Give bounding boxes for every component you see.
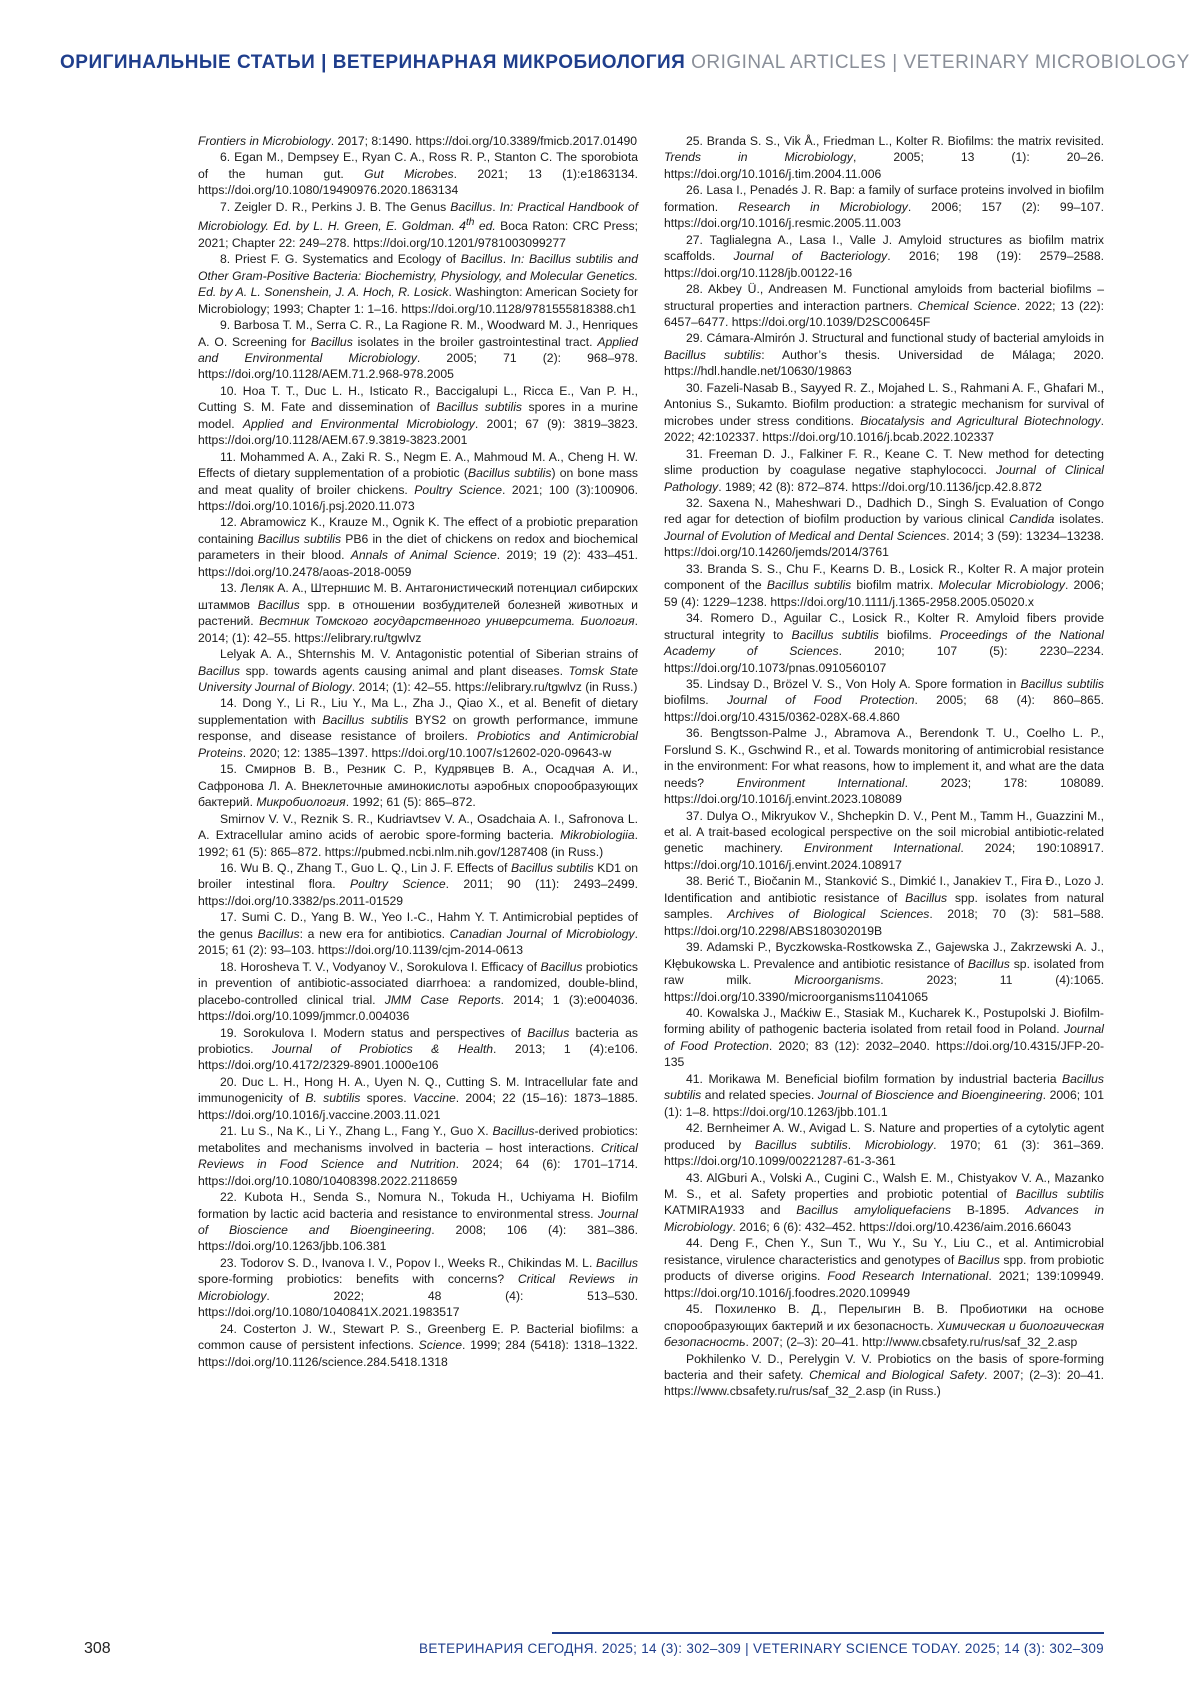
reference-entry: 39. Adamski P., Byczkowska-Rostkowska Z., Gajewska J., Zakrzewski A. J., Kłębukowska L. Prevalence and antibiotic resistance of Bacillus sp. isolated from raw milk. Microorganisms. 2023; 11 (4):1065. https://doi.org/10.3390/microorganisms11041065	[664, 939, 1104, 1005]
reference-entry: 22. Kubota H., Senda S., Nomura N., Tokuda H., Uchiyama H. Biofilm formation by lactic acid bacteria and resistance to environmental stress. Journal of Bioscience and Bioengineering. 2008; 106 (4): 381–386. https://doi.org/10.1263/jbb.106.381	[198, 1189, 638, 1255]
reference-entry: 44. Deng F., Chen Y., Sun T., Wu Y., Su Y., Liu C., et al. Antimicrobial resistance, virulence characteristics and genotypes of Bacillus spp. from probiotic products of diverse origins. Food Research International. 2021; 139:109949. https://doi.org/10.1016/j.foodres.2020.109949	[664, 1235, 1104, 1301]
references-left-column	[198, 133, 638, 1370]
reference-entry: 34. Romero D., Aguilar C., Losick R., Kolter R. Amyloid fibers provide structural integrity to Bacillus subtilis biofilms. Proceedings of the National Academy of Sciences. 2010; 107 (5): 2230–2234. https://doi.org/10.1073/pnas.0910560107	[664, 610, 1104, 676]
reference-entry: 45. Похиленко В. Д., Перелыгин В. В. Пробиотики на основе спорообразующих бактерий и их безопасность. Химическая и биологическая безопасность. 2007; (2–3): 20–41. http://www.cbsafety.ru/rus/saf_32_2.asp	[664, 1301, 1104, 1350]
reference-entry: 33. Branda S. S., Chu F., Kearns D. B., Losick R., Kolter R. A major protein component of the Bacillus subtilis biofilm matrix. Molecular Microbiology. 2006; 59 (4): 1229–1238. https://doi.org/10.1111/j.1365-2958.2005.05020.x	[664, 561, 1104, 610]
header-english: ORIGINAL ARTICLES | VETERINARY MICROBIOLOGY	[691, 52, 1190, 73]
reference-entry: 31. Freeman D. J., Falkiner F. R., Keane C. T. New method for detecting slime production by coagulase negative staphylococci. Journal of Clinical Pathology. 1989; 42 (8): 872–874. https://doi.org/10.1136/jcp.42.8.872	[664, 446, 1104, 495]
running-header	[60, 52, 1104, 74]
reference-entry: 36. Bengtsson-Palme J., Abramova A., Berendonk T. U., Coelho L. P., Forslund S. K., Gschwind R., et al. Towards monitoring of antimicrobial resistance in the environment: For what reasons, how to implement it, and what are the data needs? Environment International. 2023; 178: 108089. https://doi.org/10.1016/j.envint.2023.108089	[664, 725, 1104, 807]
reference-entry: 8. Priest F. G. Systematics and Ecology of Bacillus. In: Bacillus subtilis and Other Gram-Positive Bacteria: Biochemistry, Physiology, and Molecular Genetics. Ed. by A. L. Sonenshein, J. A. Hoch, R. Losick. Washington: American Society for Microbiology; 1993; Chapter 1: 1–16. https://doi.org/10.1128/9781555818388.ch1	[198, 251, 638, 317]
reference-entry: 13. Леляк А. А., Штерншис М. В. Антагонистический потенциал сибирских штаммов Bacillus spp. в отношении возбудителей болезней животных и растений. Вестник Томского государственного университета. Биология. 2014; (1): 42–55. https://elibrary.ru/tgwlvz	[198, 580, 638, 646]
reference-entry: 20. Duc L. H., Hong H. A., Uyen N. Q., Cutting S. M. Intracellular fate and immunogenicity of B. subtilis spores. Vaccine. 2004; 22 (15–16): 1873–1885. https://doi.org/10.1016/j.vaccine.2003.11.021	[198, 1074, 638, 1123]
reference-entry: 42. Bernheimer A. W., Avigad L. S. Nature and properties of a cytolytic agent produced by Bacillus subtilis. Microbiology. 1970; 61 (3): 361–369. https://doi.org/10.1099/00221287-61-3-361	[664, 1120, 1104, 1169]
footer-rule	[552, 1632, 1104, 1634]
reference-entry: 35. Lindsay D., Brözel V. S., Von Holy A. Spore formation in Bacillus subtilis biofilms. Journal of Food Protection. 2005; 68 (4): 860–865. https://doi.org/10.4315/0362-028X-68.4.860	[664, 676, 1104, 725]
page-number: 308	[84, 1640, 111, 1658]
reference-entry: 10. Hoa T. T., Duc L. H., Isticato R., Baccigalupi L., Ricca E., Van P. H., Cutting S. M. Fate and dissemination of Bacillus subtilis spores in a murine model. Applied and Environmental Microbiology. 2001; 67 (9): 3819–3823. https://doi.org/10.1128/AEM.67.9.3819-3823.2001	[198, 383, 638, 449]
reference-entry: 29. Cámara-Almirón J. Structural and functional study of bacterial amyloids in Bacillus subtilis: Author’s thesis. Universidad de Málaga; 2020. https://hdl.handle.net/10630/19863	[664, 330, 1104, 379]
reference-entry: Lelyak A. A., Shternshis M. V. Antagonistic potential of Siberian strains of Bacillus spp. towards agents causing animal and plant diseases. Tomsk State University Journal of Biology. 2014; (1): 42–55. https://elibrary.ru/tgwlvz (in Russ.)	[198, 646, 638, 695]
reference-entry: 6. Egan M., Dempsey E., Ryan C. A., Ross R. P., Stanton C. The sporobiota of the human gut. Gut Microbes. 2021; 13 (1):e1863134. https://doi.org/10.1080/19490976.2020.1863134	[198, 149, 638, 198]
reference-entry: 9. Barbosa T. M., Serra C. R., La Ragione R. M., Woodward M. J., Henriques A. O. Screening for Bacillus isolates in the broiler gastrointestinal tract. Applied and Environmental Microbiology. 2005; 71 (2): 968–978. https://doi.org/10.1128/AEM.71.2.968-978.2005	[198, 317, 638, 383]
reference-entry: 21. Lu S., Na K., Li Y., Zhang L., Fang Y., Guo X. Bacillus-derived probiotics: metabolites and mechanisms involved in bacteria – host interactions. Critical Reviews in Food Science and Nutrition. 2024; 64 (6): 1701–1714. https://doi.org/10.1080/10408398.2022.2118659	[198, 1123, 638, 1189]
references-list	[198, 133, 1104, 1603]
reference-entry: 12. Abramowicz K., Krauze M., Ognik K. The effect of a probiotic preparation containing Bacillus subtilis PB6 in the diet of chickens on redox and biochemical parameters in their blood. Annals of Animal Science. 2019; 19 (2): 433–451. https://doi.org/10.2478/aoas-2018-0059	[198, 514, 638, 580]
reference-entry: 41. Morikawa M. Beneficial biofilm formation by industrial bacteria Bacillus subtilis and related species. Journal of Bioscience and Bioengineering. 2006; 101 (1): 1–8. https://doi.org/10.1263/jbb.101.1	[664, 1071, 1104, 1120]
reference-entry: 15. Смирнов В. В., Резник С. Р., Кудрявцев В. А., Осадчая А. И., Сафронова Л. А. Внеклеточные аминокислоты аэробных спорообразующих бактерий. Микробиология. 1992; 61 (5): 865–872.	[198, 761, 638, 810]
reference-entry: 23. Todorov S. D., Ivanova I. V., Popov I., Weeks R., Chikindas M. L. Bacillus spore-forming probiotics: benefits with concerns? Critical Reviews in Microbiology. 2022; 48 (4): 513–530. https://doi.org/10.1080/1040841X.2021.1983517	[198, 1255, 638, 1321]
reference-entry: 16. Wu B. Q., Zhang T., Guo L. Q., Lin J. F. Effects of Bacillus subtilis KD1 on broiler intestinal flora. Poultry Science. 2011; 90 (11): 2493–2499. https://doi.org/10.3382/ps.2011-01529	[198, 860, 638, 909]
reference-entry: 28. Akbey Ü., Andreasen M. Functional amyloids from bacterial biofilms – structural properties and interaction partners. Chemical Science. 2022; 13 (22): 6457–6477. https://doi.org/10.1039/D2SC00645F	[664, 281, 1104, 330]
reference-entry: 11. Mohammed A. A., Zaki R. S., Negm E. A., Mahmoud M. A., Cheng H. W. Effects of dietary supplementation of a probiotic (Bacillus subtilis) on bone mass and meat quality of broiler chickens. Poultry Science. 2021; 100 (3):100906. https://doi.org/10.1016/j.psj.2020.11.073	[198, 449, 638, 515]
reference-entry: 26. Lasa I., Penadés J. R. Bap: a family of surface proteins involved in biofilm formation. Research in Microbiology. 2006; 157 (2): 99–107. https://doi.org/10.1016/j.resmic.2005.11.003	[664, 182, 1104, 231]
reference-entry: 24. Costerton J. W., Stewart P. S., Greenberg E. P. Bacterial biofilms: a common cause of persistent infections. Science. 1999; 284 (5418): 1318–1322. https://doi.org/10.1126/science.284.5418.1318	[198, 1321, 638, 1370]
reference-entry: Pokhilenko V. D., Perelygin V. V. Probiotics on the basis of spore-forming bacteria and their safety. Chemical and Biological Safety. 2007; (2–3): 20–41. https://www.cbsafety.ru/rus/saf_32_2.asp (in Russ.)	[664, 1351, 1104, 1400]
reference-entry: 27. Taglialegna A., Lasa I., Valle J. Amyloid structures as biofilm matrix scaffolds. Journal of Bacteriology. 2016; 198 (19): 2579–2588. https://doi.org/10.1128/jb.00122-16	[664, 232, 1104, 281]
reference-entry: 38. Berić T., Biočanin M., Stanković S., Dimkić I., Janakiev T., Fira Đ., Lozo J. Identification and antibiotic resistance of Bacillus spp. isolates from natural samples. Archives of Biological Sciences. 2018; 70 (3): 581–588. https://doi.org/10.2298/ABS180302019B	[664, 873, 1104, 939]
reference-entry: 32. Saxena N., Maheshwari D., Dadhich D., Singh S. Evaluation of Congo red agar for detection of biofilm production by various clinical Candida isolates. Journal of Evolution of Medical and Dental Sciences. 2014; 3 (59): 13234–13238. https://doi.org/10.14260/jemds/2014/3761	[664, 495, 1104, 561]
reference-entry: 19. Sorokulova I. Modern status and perspectives of Bacillus bacteria as probiotics. Journal of Probiotics & Health. 2013; 1 (4):e106. https://doi.org/10.4172/2329-8901.1000e106	[198, 1025, 638, 1074]
reference-entry: 40. Kowalska J., Maćkiw E., Stasiak M., Kucharek K., Postupolski J. Biofilm-forming ability of pathogenic bacteria isolated from retail food in Poland. Journal of Food Protection. 2020; 83 (12): 2032–2040. https://doi.org/10.4315/JFP-20-135	[664, 1005, 1104, 1071]
reference-entry: 37. Dulya O., Mikryukov V., Shchepkin D. V., Pent M., Tamm H., Guazzini M., et al. A trait-based ecological perspective on the soil microbial antibiotic-related genetic machinery. Environment International. 2024; 190:108917. https://doi.org/10.1016/j.envint.2024.108917	[664, 808, 1104, 874]
reference-entry: 17. Sumi C. D., Yang B. W., Yeo I.-C., Hahm Y. T. Antimicrobial peptides of the genus Bacillus: a new era for antibiotics. Canadian Journal of Microbiology. 2015; 61 (2): 93–103. https://doi.org/10.1139/cjm-2014-0613	[198, 909, 638, 958]
reference-entry: Smirnov V. V., Reznik S. R., Kudriavtsev V. A., Osadchaia A. I., Safronova L. A. Extracellular amino acids of aerobic spore-forming bacteria. Mikrobiologiia. 1992; 61 (5): 865–872. https://pubmed.ncbi.nlm.nih.gov/1287408 (in Russ.)	[198, 811, 638, 860]
header-russian: ОРИГИНАЛЬНЫЕ СТАТЬИ | ВЕТЕРИНАРНАЯ МИКРОБИОЛОГИЯ	[60, 52, 685, 73]
reference-entry: 30. Fazeli-Nasab B., Sayyed R. Z., Mojahed L. S., Rahmani A. F., Ghafari M., Antonius S., Sukamto. Biofilm production: a strategic mechanism for survival of microbes under stress conditions. Biocatalysis and Agricultural Biotechnology. 2022; 42:102337. https://doi.org/10.1016/j.bcab.2022.102337	[664, 380, 1104, 446]
references-right-column	[664, 133, 1104, 1400]
reference-entry: 7. Zeigler D. R., Perkins J. B. The Genus Bacillus. In: Practical Handbook of Microbiology. Ed. by L. H. Green, E. Goldman. 4th ed. Boca Raton: CRC Press; 2021; Chapter 22: 249–278. https://doi.org/10.1201/9781003099277	[198, 199, 638, 251]
reference-entry: 43. AlGburi A., Volski A., Cugini C., Walsh E. M., Chistyakov V. A., Mazanko M. S., et al. Safety properties and probiotic potential of Bacillus subtilis KATMIRA1933 and Bacillus amyloliquefaciens B-1895. Advances in Microbiology. 2016; 6 (6): 432–452. https://doi.org/10.4236/aim.2016.66043	[664, 1170, 1104, 1236]
reference-entry: 14. Dong Y., Li R., Liu Y., Ma L., Zha J., Qiao X., et al. Benefit of dietary supplementation with Bacillus subtilis BYS2 on growth performance, immune response, and disease resistance of broilers. Probiotics and Antimicrobial Proteins. 2020; 12: 1385–1397. https://doi.org/10.1007/s12602-020-09643-w	[198, 695, 638, 761]
reference-entry: 25. Branda S. S., Vik Å., Friedman L., Kolter R. Biofilms: the matrix revisited. Trends in Microbiology, 2005; 13 (1): 20–26. https://doi.org/10.1016/j.tim.2004.11.006	[664, 133, 1104, 182]
reference-entry: Frontiers in Microbiology. 2017; 8:1490. https://doi.org/10.3389/fmicb.2017.01490	[198, 133, 638, 149]
reference-entry: 18. Horosheva T. V., Vodyanoy V., Sorokulova I. Efficacy of Bacillus probiotics in prevention of antibiotic-associated diarrhoea: a randomized, double-blind, placebo-controlled clinical trial. JMM Case Reports. 2014; 1 (3):e004036. https://doi.org/10.1099/jmmcr.0.004036	[198, 959, 638, 1025]
journal-footer: ВЕТЕРИНАРИЯ СЕГОДНЯ. 2025; 14 (3): 302–309 | VETERINARY SCIENCE TODAY. 2025; 14 (3): 302–309	[419, 1641, 1104, 1656]
